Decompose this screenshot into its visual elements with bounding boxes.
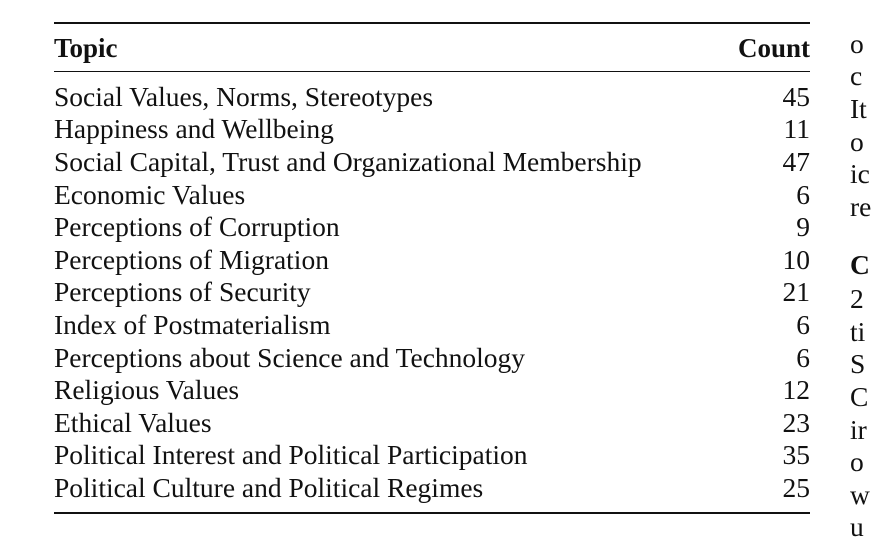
side-text-line: u bbox=[850, 511, 864, 542]
table-row bbox=[54, 341, 810, 374]
row-topic: Social Capital, Trust and Organizational Membership bbox=[54, 146, 642, 178]
side-text-line: re bbox=[850, 191, 872, 222]
row-count: 6 bbox=[796, 178, 810, 210]
row-count: 6 bbox=[796, 341, 810, 373]
topic-count-table bbox=[54, 22, 810, 514]
table-row bbox=[54, 178, 810, 211]
row-count: 45 bbox=[782, 80, 810, 112]
table-row bbox=[54, 80, 810, 113]
row-topic: Ethical Values bbox=[54, 406, 212, 438]
side-text-line: ti bbox=[850, 316, 866, 347]
side-text-line: S bbox=[850, 348, 866, 379]
row-topic: Social Values, Norms, Stereotypes bbox=[54, 80, 434, 112]
row-count: 25 bbox=[782, 471, 810, 503]
row-topic: Perceptions of Corruption bbox=[54, 211, 340, 243]
table-row bbox=[54, 211, 810, 244]
side-text-line: C bbox=[850, 381, 869, 412]
side-text-line: c bbox=[850, 60, 863, 91]
table-row bbox=[54, 113, 810, 146]
row-count: 23 bbox=[782, 406, 810, 438]
table-row bbox=[54, 276, 810, 309]
table-row bbox=[54, 308, 810, 341]
side-text-heading: C bbox=[850, 249, 870, 280]
table-bottom-rule bbox=[54, 512, 810, 514]
header-topic: Topic bbox=[54, 33, 118, 63]
side-text-line: ir bbox=[850, 414, 867, 445]
row-count: 21 bbox=[782, 276, 810, 308]
table-row bbox=[54, 243, 810, 276]
table-row bbox=[54, 406, 810, 439]
header-count: Count bbox=[737, 33, 810, 63]
row-count: 10 bbox=[782, 243, 810, 275]
row-count: 11 bbox=[783, 113, 810, 145]
row-topic: Perceptions about Science and Technology bbox=[54, 341, 526, 373]
row-count: 35 bbox=[782, 439, 810, 471]
row-topic: Religious Values bbox=[54, 374, 240, 406]
table-row bbox=[54, 374, 810, 407]
side-text-line: ic bbox=[850, 158, 870, 189]
row-count: 6 bbox=[796, 309, 810, 340]
row-count: 47 bbox=[782, 146, 810, 178]
row-topic: Perceptions of Migration bbox=[54, 243, 329, 275]
side-text-line: It bbox=[850, 93, 867, 124]
table-row bbox=[54, 145, 810, 178]
table-body bbox=[54, 72, 810, 504]
side-text-line: o bbox=[850, 446, 864, 477]
row-topic: Happiness and Wellbeing bbox=[54, 113, 334, 145]
side-text-line: o bbox=[850, 126, 864, 157]
row-count: 9 bbox=[796, 211, 810, 243]
side-text-line: 2 bbox=[850, 283, 864, 314]
table-row bbox=[54, 471, 810, 504]
row-topic: Political Culture and Political Regimes bbox=[54, 471, 484, 503]
row-topic: Political Interest and Political Participation bbox=[54, 439, 528, 471]
table-row bbox=[54, 439, 810, 472]
side-text-line: o bbox=[850, 28, 864, 59]
row-count: 12 bbox=[782, 374, 810, 406]
row-topic: Economic Values bbox=[54, 178, 246, 210]
row-topic: Index of Postmaterialism bbox=[54, 309, 331, 340]
table-header-row bbox=[54, 24, 810, 71]
side-text-line: w bbox=[850, 479, 870, 510]
row-topic: Perceptions of Security bbox=[54, 276, 311, 308]
